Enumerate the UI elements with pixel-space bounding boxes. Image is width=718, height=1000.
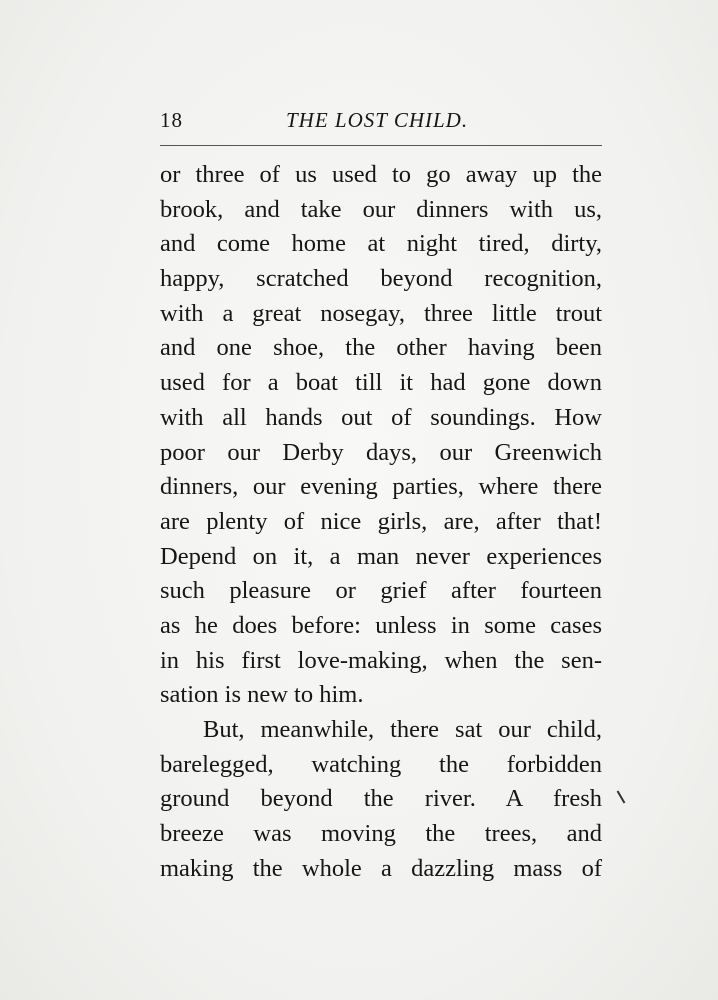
text-line: happy, scratched beyond recognition,	[160, 265, 602, 293]
text-line: with all hands out of soundings. How	[160, 403, 602, 431]
text-line-paragraph-start: But, meanwhile, there sat our child,	[203, 716, 602, 743]
running-title: THE LOST CHILD.	[286, 108, 469, 132]
text-line: as he does before: unless in some cases	[160, 611, 602, 639]
page-header	[160, 106, 602, 136]
text-line: breeze was moving the trees, and	[160, 820, 602, 848]
text-line: dinners, our evening parties, where there	[160, 473, 602, 501]
text-line: Depend on it, a man never experiences	[160, 542, 602, 570]
body-text	[160, 158, 602, 886]
text-line: ground beyond the river. A fresh	[160, 785, 602, 813]
header-rule	[160, 145, 602, 146]
text-line: and one shoe, the other having been	[160, 334, 602, 362]
text-line: are plenty of nice girls, are, after that!	[160, 507, 602, 535]
text-line: or three of us used to go away up the	[160, 161, 602, 188]
text-line: and come home at night tired, dirty,	[160, 230, 602, 258]
page-number: 18	[160, 108, 183, 132]
text-line: poor our Derby days, our Greenwich	[160, 438, 602, 466]
text-line: brook, and take our dinners with us,	[160, 195, 602, 223]
margin-mark	[617, 790, 626, 803]
text-line-paragraph-end: sation is new to him.	[160, 681, 364, 709]
text-line: in his first love-making, when the sen-	[160, 646, 602, 674]
text-line: with a great nosegay, three little trout	[160, 299, 602, 327]
text-line: making the whole a dazzling mass of	[160, 854, 602, 882]
text-line: such pleasure or grief after fourteen	[160, 577, 602, 605]
text-line: used for a boat till it had gone down	[160, 369, 602, 397]
text-line: barelegged, watching the forbidden	[160, 750, 602, 778]
